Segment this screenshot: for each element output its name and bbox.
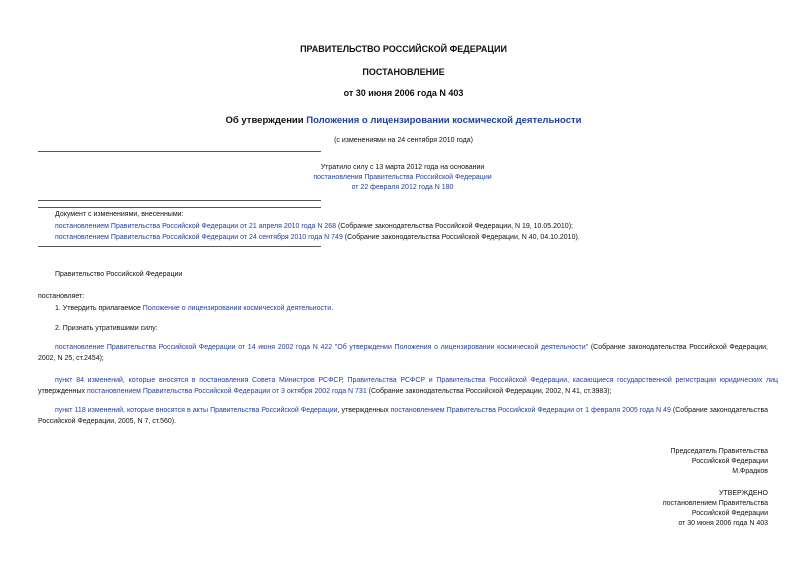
header-date-number: от 30 июня 2006 года N 403: [343, 88, 464, 98]
signature-country: Российской Федерации: [691, 458, 768, 465]
changes-heading: Документ с изменениями, внесенными:: [55, 211, 184, 218]
signature-position: Председатель Правительства: [670, 448, 768, 455]
amend-note: (с изменениями на 24 сентября 2010 года): [334, 137, 473, 144]
changes-item-link[interactable]: постановлением Правительства Российской Федерации от 21 апреля 2010 года N 268: [55, 223, 337, 230]
annulled-item-1: постановление Правительства Российской Федерации от 14 июня 2002 года N 422 "Об утверждении Положения о лицензировании космической деятельности" (Собрание законодательства Российской Федерации, 2002, N 25, ст.2454);: [38, 344, 769, 362]
signature-name: М.Фрадков: [732, 468, 768, 475]
annulled-item-3: пункт 118 изменений, которые вносятся в акты Правительства Российской Федерации, утвержденных постановлением Правительства Российской Федерации от 1 февраля 2005 года N 49 (Собрание законодательства Российской Федерации, 2005, N 7, ст.560).: [38, 407, 768, 425]
title-prefix: Об утверждении: [225, 115, 307, 126]
body-paragraph-1: 1. Утвердить прилагаемое Положение о лицензировании космической деятельности.: [55, 305, 334, 312]
changes-item-text: (Собрание законодательства Российской Федерации, N 40, 04.10.2010).: [342, 234, 580, 241]
changes-item-link[interactable]: постановлением Правительства Российской Федерации от 24 сентября 2010 года N 749: [55, 234, 343, 241]
annulled-link[interactable]: пункт 84 изменений, которые вносятся в постановления Совета Министров РСФСР, Правительства РСФСР и Правительства Российской Федерации, касающиеся государственной регистрации юридических лиц: [55, 377, 778, 384]
title-link[interactable]: Положения о лицензировании космической деятельности: [306, 115, 582, 126]
changes-item: [55, 233, 580, 242]
approved-line: от 30 июня 2006 года N 403: [678, 520, 768, 527]
approved-line: постановлением Правительства: [662, 500, 768, 507]
approved-heading: УТВЕРЖДЕНО: [718, 490, 768, 497]
separator-line: [38, 200, 321, 201]
header-doc-type: ПОСТАНОВЛЕНИЕ: [362, 67, 445, 77]
annulled-link-decree[interactable]: постановлением Правительства Российской Федерации от 3 октября 2002 года N 731: [87, 388, 367, 395]
annulled-item-2: пункт 84 изменений, которые вносятся в постановления Совета Министров РСФСР, Правительства РСФСР и Правительства Российской Федерации, касающиеся государственной регистрации юридических лиц утвержденных постановлением Правительства Российской Федерации от 3 октября 2002 года N 731 (Собрание законодательства Российской Федерации, 2002, N 41, ст.3983);: [38, 377, 778, 395]
changes-item: [55, 222, 573, 231]
expired-link-date[interactable]: от 22 февраля 2012 года N 180: [351, 184, 454, 191]
changes-item-text: (Собрание законодательства Российской Федерации, N 19, 10.05.2010);: [336, 223, 573, 230]
separator-line: [38, 151, 321, 152]
document-title: [0, 115, 807, 126]
separator-line: [38, 207, 321, 208]
annulled-link[interactable]: пункт 118 изменений, которые вносятся в акты Правительства Российской Федерации: [55, 407, 338, 414]
annulled-link[interactable]: постановление Правительства Российской Федерации от 14 июня 2002 года N 422 "Об утверждении Положения о лицензировании космической деятельности": [55, 344, 589, 351]
body-paragraph-2: 2. Признать утратившими силу:: [55, 325, 158, 332]
separator-line: [38, 246, 321, 247]
body-intro: Правительство Российской Федерации: [55, 271, 183, 278]
approved-line: Российской Федерации: [691, 510, 768, 517]
body-decree: постановляет:: [38, 293, 85, 300]
header-government: ПРАВИТЕЛЬСТВО РОССИЙСКОЙ ФЕДЕРАЦИИ: [300, 44, 507, 54]
regulation-link[interactable]: Положение о лицензировании космической деятельности: [142, 305, 332, 312]
expired-text: Утратило силу с 13 марта 2012 года на основании: [320, 164, 485, 171]
expired-link-decree[interactable]: постановления Правительства Российской Федерации: [313, 174, 492, 181]
annulled-link-decree[interactable]: постановлением Правительства Российской Федерации от 1 февраля 2005 года N 49: [390, 407, 671, 414]
